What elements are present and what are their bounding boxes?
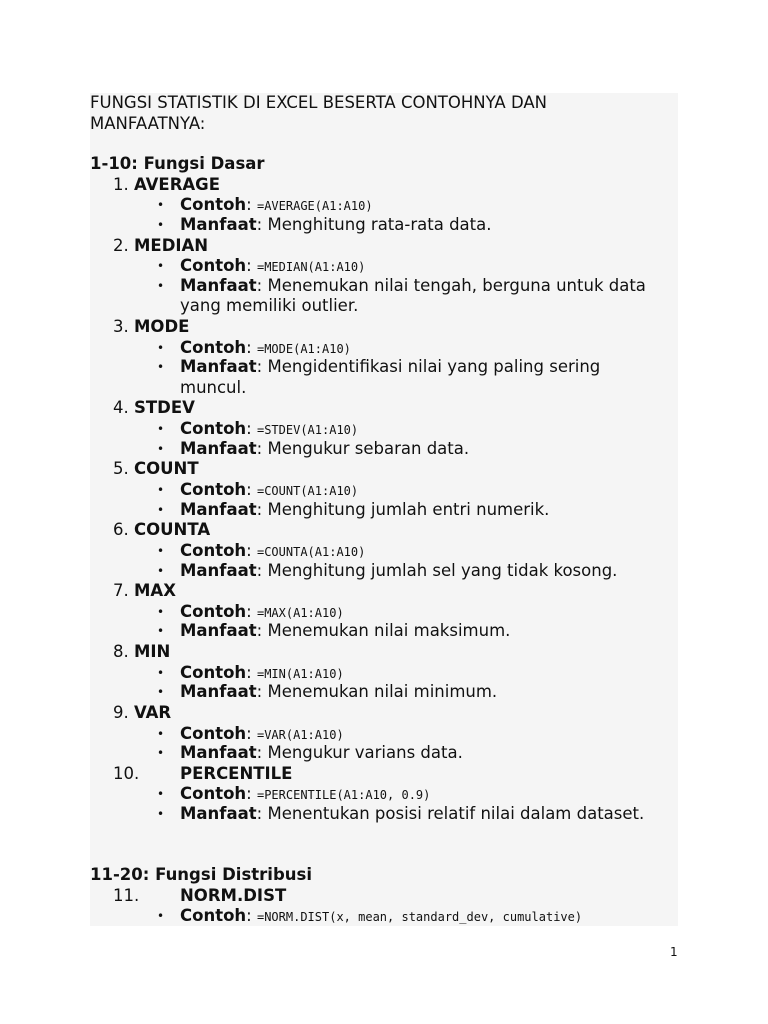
manfaat-label: Manfaat — [180, 276, 257, 295]
document-title-line-2: MANFAATNYA: — [90, 114, 206, 133]
function-name: MODE — [134, 317, 190, 336]
function-name: MAX — [134, 581, 176, 600]
bullet-icon: • — [157, 605, 165, 619]
example-line: Contoh: =MIN(A1:A10) — [180, 663, 344, 682]
list-item-heading — [113, 175, 220, 195]
list-item-heading — [113, 642, 170, 662]
formula-example: =MODE(A1:A10) — [256, 342, 351, 356]
manfaat-label: Manfaat — [180, 439, 257, 458]
example-line: Contoh: =MEDIAN(A1:A10) — [180, 256, 366, 275]
bullet-icon: • — [157, 564, 165, 578]
contoh-label: Contoh — [180, 419, 247, 438]
bullet-icon: • — [157, 341, 165, 355]
example-line: Contoh: =STDEV(A1:A10) — [180, 419, 359, 438]
formula-example: =MIN(A1:A10) — [256, 667, 344, 681]
function-name: VAR — [134, 703, 172, 722]
bullet-icon: • — [157, 483, 165, 497]
bullet-icon: • — [157, 544, 165, 558]
benefit-text: Menghitung jumlah entri numerik. — [267, 500, 550, 519]
bullet-icon: • — [157, 218, 165, 232]
list-item-heading — [113, 236, 208, 256]
item-number: 11. — [113, 886, 140, 905]
contoh-label: Contoh — [180, 906, 247, 925]
list-item-heading — [113, 317, 189, 337]
bullet-icon: • — [157, 746, 165, 760]
function-name: PERCENTILE — [180, 764, 293, 783]
contoh-label: Contoh — [180, 338, 247, 357]
benefit-text-continuation: muncul. — [180, 378, 247, 397]
benefit-line: Manfaat: Menemukan nilai tengah, berguna untuk data — [180, 276, 646, 295]
benefit-line: Manfaat: Menghitung rata-rata data. — [180, 215, 492, 234]
list-item-heading — [113, 398, 195, 418]
bullet-icon: • — [157, 624, 165, 638]
contoh-label: Contoh — [180, 602, 247, 621]
benefit-text: Menemukan nilai tengah, berguna untuk data — [267, 276, 646, 295]
function-name: COUNTA — [134, 520, 211, 539]
bullet-icon: • — [157, 807, 165, 821]
example-line: Contoh: =COUNTA(A1:A10) — [180, 541, 366, 560]
list-item-heading — [113, 459, 199, 479]
manfaat-label: Manfaat — [180, 804, 257, 823]
benefit-text: Menemukan nilai minimum. — [267, 682, 498, 701]
manfaat-label: Manfaat — [180, 743, 257, 762]
item-number: 3. — [113, 317, 129, 336]
document-title-line-1: FUNGSI STATISTIK DI EXCEL BESERTA CONTOHNYA DAN — [90, 93, 547, 112]
function-name: COUNT — [134, 459, 199, 478]
benefit-line: Manfaat: Mengidentifikasi nilai yang paling sering — [180, 357, 601, 376]
bullet-icon: • — [157, 259, 165, 273]
function-name: STDEV — [134, 398, 195, 417]
item-number: 8. — [113, 642, 129, 661]
example-line: Contoh: =VAR(A1:A10) — [180, 724, 344, 743]
bullet-icon: • — [157, 666, 165, 680]
item-number: 9. — [113, 703, 129, 722]
benefit-line: Manfaat: Menghitung jumlah sel yang tidak kosong. — [180, 561, 618, 580]
bullet-icon: • — [157, 279, 165, 293]
item-number: 1. — [113, 175, 129, 194]
bullet-icon: • — [157, 727, 165, 741]
formula-example: =COUNT(A1:A10) — [256, 484, 359, 498]
contoh-label: Contoh — [180, 195, 247, 214]
example-line: Contoh: =AVERAGE(A1:A10) — [180, 195, 373, 214]
contoh-label: Contoh — [180, 724, 247, 743]
benefit-text: Menemukan nilai maksimum. — [267, 621, 511, 640]
benefit-line: Manfaat: Menentukan posisi relatif nilai dalam dataset. — [180, 804, 645, 823]
item-number: 4. — [113, 398, 129, 417]
benefit-line: Manfaat: Mengukur varians data. — [180, 743, 463, 762]
item-number: 2. — [113, 236, 129, 255]
benefit-text: Mengukur sebaran data. — [267, 439, 470, 458]
formula-example: =MEDIAN(A1:A10) — [256, 260, 366, 274]
benefit-line: Manfaat: Menemukan nilai maksimum. — [180, 621, 511, 640]
section-heading-fungsi-distribusi: 11-20: Fungsi Distribusi — [90, 865, 312, 884]
benefit-line: Manfaat: Menghitung jumlah entri numerik. — [180, 500, 550, 519]
bullet-icon: • — [157, 422, 165, 436]
formula-example: =VAR(A1:A10) — [256, 728, 344, 742]
benefit-text: Menghitung rata-rata data. — [267, 215, 492, 234]
manfaat-label: Manfaat — [180, 357, 257, 376]
item-number: 6. — [113, 520, 129, 539]
manfaat-label: Manfaat — [180, 621, 257, 640]
example-line: Contoh: =MAX(A1:A10) — [180, 602, 344, 621]
formula-example: =MAX(A1:A10) — [256, 606, 344, 620]
formula-example: =AVERAGE(A1:A10) — [256, 199, 373, 213]
bullet-icon: • — [157, 198, 165, 212]
example-line: Contoh: =PERCENTILE(A1:A10, 0.9) — [180, 784, 431, 803]
formula-example: =COUNTA(A1:A10) — [256, 545, 366, 559]
manfaat-label: Manfaat — [180, 682, 257, 701]
benefit-line: Manfaat: Menemukan nilai minimum. — [180, 682, 498, 701]
contoh-label: Contoh — [180, 663, 247, 682]
page-number: 1 — [670, 945, 678, 959]
example-line: Contoh: =MODE(A1:A10) — [180, 338, 351, 357]
section-heading-fungsi-dasar: 1-10: Fungsi Dasar — [90, 154, 265, 173]
contoh-label: Contoh — [180, 541, 247, 560]
contoh-label: Contoh — [180, 784, 247, 803]
formula-example: =STDEV(A1:A10) — [256, 423, 359, 437]
function-name: AVERAGE — [134, 175, 220, 194]
item-number: 7. — [113, 581, 129, 600]
formula-example: =PERCENTILE(A1:A10, 0.9) — [256, 788, 431, 802]
benefit-text: Mengukur varians data. — [267, 743, 463, 762]
bullet-icon: • — [157, 360, 165, 374]
benefit-text-continuation: yang memiliki outlier. — [180, 296, 359, 315]
example-line: Contoh: =COUNT(A1:A10) — [180, 480, 359, 499]
benefit-line: Manfaat: Mengukur sebaran data. — [180, 439, 470, 458]
bullet-icon: • — [157, 909, 165, 923]
bullet-icon: • — [157, 787, 165, 801]
benefit-text: Menentukan posisi relatif nilai dalam dataset. — [267, 804, 645, 823]
list-item-heading — [113, 520, 210, 540]
item-number: 10. — [113, 764, 140, 783]
function-name: NORM.DIST — [180, 886, 287, 905]
manfaat-label: Manfaat — [180, 500, 257, 519]
list-item-heading — [113, 581, 176, 601]
benefit-text: Mengidentifikasi nilai yang paling sering — [267, 357, 601, 376]
bullet-icon: • — [157, 442, 165, 456]
manfaat-label: Manfaat — [180, 215, 257, 234]
formula-example: =NORM.DIST(x, mean, standard_dev, cumulative) — [256, 910, 583, 924]
manfaat-label: Manfaat — [180, 561, 257, 580]
example-line: Contoh: =NORM.DIST(x, mean, standard_dev, cumulative) — [180, 906, 583, 925]
list-item-heading — [113, 703, 171, 723]
bullet-icon: • — [157, 685, 165, 699]
function-name: MIN — [134, 642, 171, 661]
benefit-text: Menghitung jumlah sel yang tidak kosong. — [267, 561, 618, 580]
item-number: 5. — [113, 459, 129, 478]
bullet-icon: • — [157, 503, 165, 517]
function-name: MEDIAN — [134, 236, 209, 255]
contoh-label: Contoh — [180, 256, 247, 275]
contoh-label: Contoh — [180, 480, 247, 499]
